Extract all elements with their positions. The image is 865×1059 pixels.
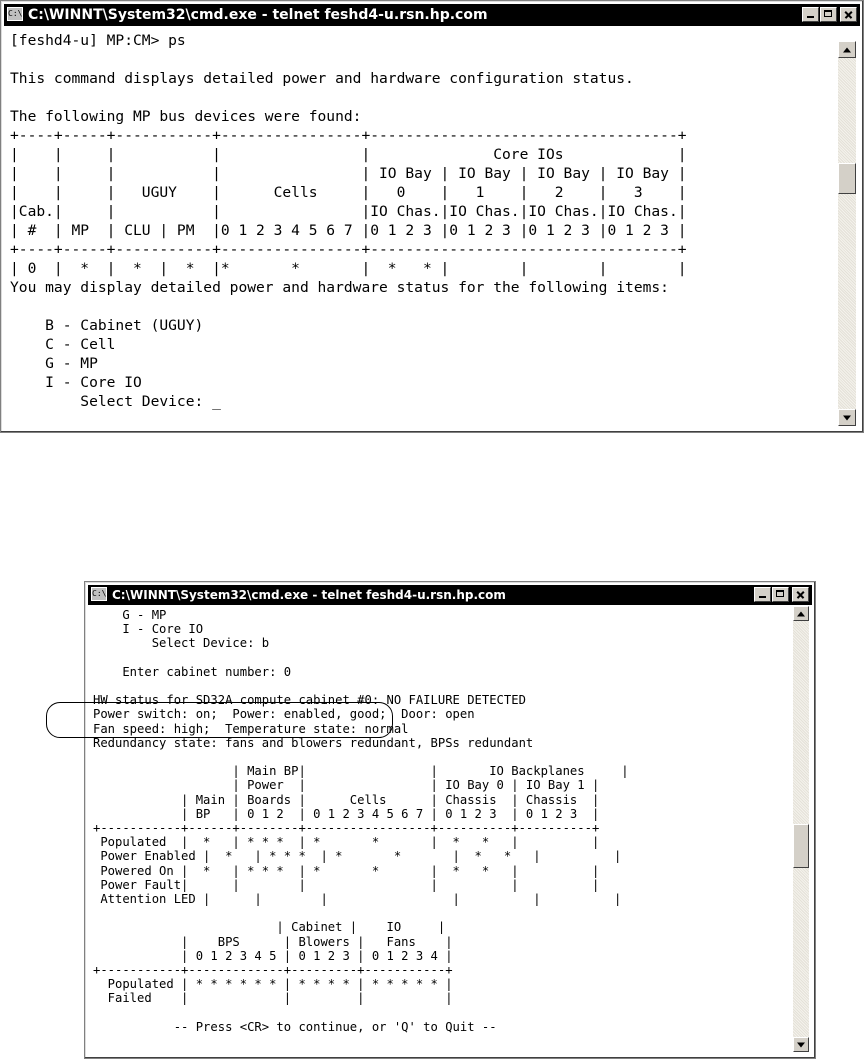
console-line: | Main BP| | IO Backplanes |	[93, 764, 629, 779]
console-line: +----+-----+-----------+----------------+-----------------------------------+	[10, 241, 687, 258]
console-line: C - Cell	[10, 336, 116, 353]
console-line: Populated | * * * * * * | * * * * | * * * * * |	[93, 977, 453, 992]
console-window-2	[84, 581, 816, 1059]
console-line: Powered On | * | * * * | * * | * * | |	[93, 863, 600, 878]
scroll-down-button[interactable]	[838, 409, 856, 426]
console-line: +----+-----+-----------+----------------+-----------------------------------+	[10, 127, 687, 144]
console-output-1[interactable]	[5, 27, 837, 429]
title-bar-1[interactable]	[4, 4, 860, 26]
console-line: | BPS | Blowers | Fans |	[93, 934, 453, 949]
console-line: I - Core IO	[10, 374, 142, 391]
console-line: |Cab.| | | |IO Chas.|IO Chas.|IO Chas.|IO Chas.|	[10, 203, 687, 220]
console-line: Power Fault| | | | | |	[93, 877, 600, 892]
console-line: Populated | * | * * * | * * | * * | |	[93, 835, 600, 850]
console-line: Redundancy state: fans and blowers redundant, BPSs redundant	[93, 735, 534, 750]
scroll-up-button[interactable]	[838, 41, 856, 58]
title-bar-2[interactable]	[88, 585, 812, 605]
console-line: Select Device: b	[93, 636, 270, 651]
console-line: | Power | | IO Bay 0 | IO Bay 1 |	[93, 778, 600, 793]
scroll-thumb[interactable]	[838, 163, 856, 194]
console-line: +-----------+-------------+---------+-----------+	[93, 963, 453, 978]
cmd-app-icon[interactable]: C:\	[91, 587, 107, 601]
console-line: Attention LED | | | | | |	[93, 892, 622, 907]
vertical-scrollbar-2[interactable]	[793, 606, 809, 1052]
console-line: +-----------+------+--------+-----------------+----------+----------+	[93, 821, 600, 836]
console-window-1	[0, 0, 864, 433]
down-arrow-icon	[843, 415, 851, 420]
minimize-button[interactable]	[802, 7, 819, 22]
console-line: B - Cabinet (UGUY)	[10, 317, 204, 334]
console-line: Power Enabled | * | * * * | * * | * * | |	[93, 849, 622, 864]
console-line: | BP | 0 1 2 | 0 1 2 3 4 5 6 7 | 0 1 2 3 | 0 1 2 3 |	[93, 806, 600, 821]
console-line: Fan speed: high; Temperature state: normal	[93, 721, 409, 736]
console-line: You may display detailed power and hardware status for the following items:	[10, 279, 669, 296]
console-line: | Main | Boards | Cells | Chassis | Chassis |	[93, 792, 600, 807]
up-arrow-icon	[797, 611, 805, 616]
scroll-thumb[interactable]	[793, 824, 809, 868]
console-line: | 0 1 2 3 4 5 | 0 1 2 3 | 0 1 2 3 4 |	[93, 948, 453, 963]
console-line: Enter cabinet number: 0	[93, 664, 292, 679]
console-line: Failed | | | |	[93, 991, 453, 1006]
down-arrow-icon	[797, 1042, 805, 1047]
console-line: | | | UGUY | Cells | 0 | 1 | 2 | 3 |	[10, 184, 687, 201]
console-line: Select Device: _	[10, 393, 221, 410]
window-title-2: C:\WINNT\System32\cmd.exe - telnet feshd4-u.rsn.hp.com	[112, 588, 506, 602]
console-line: G - MP	[10, 355, 98, 372]
scroll-down-button[interactable]	[793, 1037, 809, 1052]
console-line: The following MP bus devices were found:	[10, 108, 362, 125]
minimize-button[interactable]	[754, 587, 771, 602]
close-button[interactable]	[792, 587, 809, 602]
up-arrow-icon	[843, 47, 851, 52]
vertical-scrollbar-1[interactable]	[838, 41, 856, 426]
window-title-1: C:\WINNT\System32\cmd.exe - telnet feshd4-u.rsn.hp.com	[28, 7, 488, 23]
console-line: This command displays detailed power and hardware configuration status.	[10, 70, 634, 87]
console-line: | | | | | Core IOs |	[10, 146, 687, 163]
console-line: | 0 | * | * | * |* * | * * | | | |	[10, 260, 687, 277]
console-line: | | | | | IO Bay | IO Bay | IO Bay | IO Bay |	[10, 165, 687, 182]
maximize-button[interactable]	[820, 7, 837, 22]
scroll-up-button[interactable]	[793, 606, 809, 621]
console-line: [feshd4-u] MP:CM> ps	[10, 32, 186, 49]
console-line: G - MP	[93, 608, 167, 622]
console-line: | Cabinet | IO |	[93, 920, 446, 935]
cmd-app-icon[interactable]: C:\	[7, 7, 23, 21]
maximize-button[interactable]	[772, 587, 789, 602]
console-line: -- Press <CR> to continue, or 'Q' to Quit --	[93, 1019, 497, 1034]
close-button[interactable]	[840, 7, 857, 22]
console-line: HW status for SD32A compute cabinet #0: NO FAILURE DETECTED	[93, 693, 526, 708]
console-line: Power switch: on; Power: enabled, good; Door: open	[93, 707, 475, 722]
console-output-2[interactable]	[89, 606, 791, 1054]
console-line: I - Core IO	[93, 622, 204, 637]
console-line: | # | MP | CLU | PM |0 1 2 3 4 5 6 7 |0 1 2 3 |0 1 2 3 |0 1 2 3 |0 1 2 3 |	[10, 222, 687, 239]
